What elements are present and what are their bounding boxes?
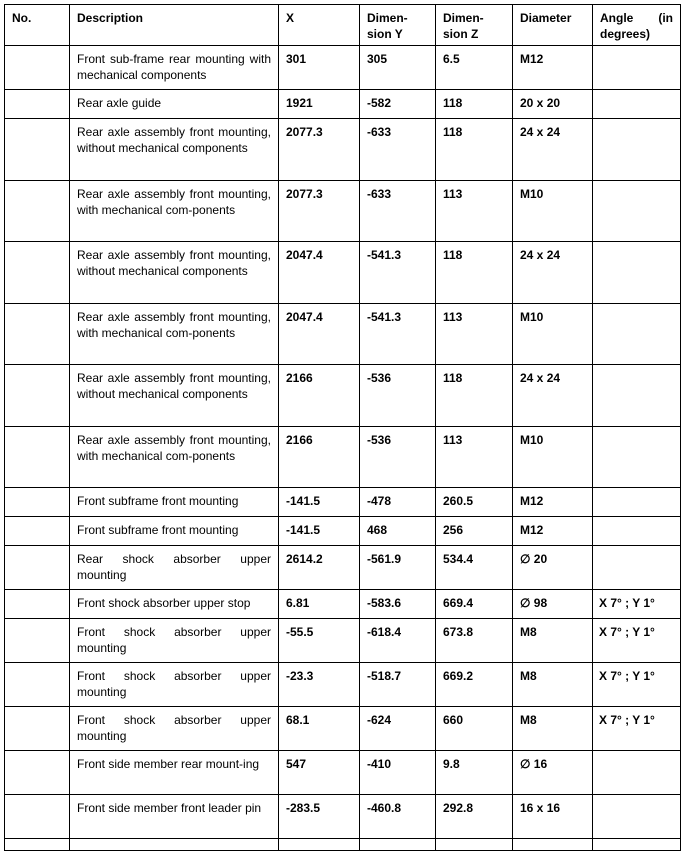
cell-no [5,663,70,707]
page [4,4,681,851]
cell-no [5,619,70,663]
cell-description: Rear axle assembly front mounting, with mechanical com-ponents [70,304,279,365]
header-diameter: Diameter [513,5,593,46]
cell-dimension-y: -460.8 [360,795,436,839]
cell-x: 6.81 [279,590,360,619]
cell-x: 2077.3 [279,119,360,181]
cell-x: -141.5 [279,517,360,546]
cell-angle [593,90,681,119]
header-dimension-y: Dimen-sion Y [360,5,436,46]
cell-diameter: M12 [513,517,593,546]
table-row [5,546,681,590]
cell-diameter: M8 [513,707,593,751]
cell-x: -55.5 [279,619,360,663]
cell-diameter: 16 x 16 [513,795,593,839]
cell-x: 301 [279,46,360,90]
cell-diameter: M12 [513,488,593,517]
cell-angle [593,365,681,427]
cell-dimension-z: 669.2 [436,663,513,707]
cell-dimension-y: -561.9 [360,546,436,590]
cell-no [5,546,70,590]
cell-dimension-z: 9.8 [436,751,513,795]
header-angle: Angle (in degrees) [593,5,681,46]
cell-description: Rear axle assembly front mounting, without mechanical components [70,365,279,427]
table-row [5,304,681,365]
cell-x: -141.5 [279,488,360,517]
table-row [5,181,681,242]
cell-dimension-z: 118 [436,119,513,181]
cell-dimension-z: 113 [436,427,513,488]
table-row [5,795,681,839]
cell-dimension-y: -618.4 [360,619,436,663]
cell-diameter: M8 [513,619,593,663]
cell-angle [593,795,681,839]
cell-x: 2077.3 [279,181,360,242]
cell-angle: X 7° ; Y 1° [593,590,681,619]
cell-angle [593,488,681,517]
table-row [5,839,681,851]
cell-angle [593,242,681,304]
cell-description: Front shock absorber upper mounting [70,619,279,663]
cell-dimension-y: 305 [360,46,436,90]
cell-dimension-z: 534.4 [436,546,513,590]
cell-dimension-y: -633 [360,181,436,242]
cell-diameter: 24 x 24 [513,365,593,427]
cell-description: Rear axle guide [70,90,279,119]
cell-angle [593,46,681,90]
cell-dimension-y: -536 [360,427,436,488]
table-row [5,488,681,517]
cell-angle: X 7° ; Y 1° [593,663,681,707]
cell-no [5,488,70,517]
cell-no [5,707,70,751]
header-x: X [279,5,360,46]
cell-description: Front shock absorber upper stop [70,590,279,619]
cell-x: -283.5 [279,795,360,839]
cell-description: Rear axle assembly front mounting, with mechanical com-ponents [70,181,279,242]
table-row [5,119,681,181]
cell-no [5,181,70,242]
cell-no [5,427,70,488]
cell-dimension-y: -541.3 [360,304,436,365]
header-description: Description [70,5,279,46]
cell-angle [593,751,681,795]
header-row [5,5,681,46]
cell-dimension-z: 113 [436,181,513,242]
cell-description: Front side member front leader pin [70,795,279,839]
cell-no [5,304,70,365]
cell-description: Rear axle assembly front mounting, without mechanical components [70,119,279,181]
table-body [5,46,681,851]
cell-diameter: M10 [513,427,593,488]
cell-no [5,365,70,427]
cell-dimension-y: -541.3 [360,242,436,304]
cell-x: 2166 [279,365,360,427]
cell-dimension-y: -624 [360,707,436,751]
cell-dimension-z: 673.8 [436,619,513,663]
dimensions-table [4,4,681,851]
cell-description [70,839,279,851]
cell-dimension-z: 113 [436,304,513,365]
table-row [5,242,681,304]
cell-description: Front sub-frame rear mounting with mechanical components [70,46,279,90]
cell-description: Front side member rear mount-ing [70,751,279,795]
cell-x: 2166 [279,427,360,488]
cell-no [5,90,70,119]
cell-dimension-z [436,839,513,851]
cell-dimension-z: 256 [436,517,513,546]
cell-no [5,46,70,90]
cell-dimension-z: 6.5 [436,46,513,90]
cell-description: Front shock absorber upper mounting [70,663,279,707]
table-row [5,46,681,90]
cell-description: Rear axle assembly front mounting, with mechanical com-ponents [70,427,279,488]
cell-x [279,839,360,851]
cell-angle [593,119,681,181]
cell-no [5,517,70,546]
table-row [5,663,681,707]
cell-dimension-y: -410 [360,751,436,795]
cell-dimension-z: 260.5 [436,488,513,517]
cell-no [5,590,70,619]
header-no: No. [5,5,70,46]
cell-no [5,119,70,181]
table-row [5,427,681,488]
cell-diameter: 20 x 20 [513,90,593,119]
table-row [5,751,681,795]
cell-dimension-z: 669.4 [436,590,513,619]
cell-dimension-y: -478 [360,488,436,517]
cell-diameter: M12 [513,46,593,90]
cell-x: 2047.4 [279,242,360,304]
cell-dimension-z: 118 [436,90,513,119]
cell-description: Front subframe front mounting [70,488,279,517]
cell-x: -23.3 [279,663,360,707]
cell-description: Rear axle assembly front mounting, without mechanical components [70,242,279,304]
cell-diameter: M10 [513,181,593,242]
cell-diameter: ∅ 20 [513,546,593,590]
cell-dimension-y: 468 [360,517,436,546]
cell-dimension-z: 660 [436,707,513,751]
cell-dimension-y: -582 [360,90,436,119]
cell-diameter: M10 [513,304,593,365]
cell-x: 547 [279,751,360,795]
cell-diameter [513,839,593,851]
header-dimension-z: Dimen-sion Z [436,5,513,46]
cell-diameter: M8 [513,663,593,707]
cell-angle: X 7° ; Y 1° [593,619,681,663]
cell-dimension-z: 118 [436,242,513,304]
cell-x: 1921 [279,90,360,119]
cell-description: Front subframe front mounting [70,517,279,546]
cell-dimension-z: 118 [436,365,513,427]
cell-x: 2614.2 [279,546,360,590]
table-row [5,707,681,751]
cell-angle [593,304,681,365]
cell-angle [593,181,681,242]
cell-diameter: 24 x 24 [513,119,593,181]
cell-angle [593,839,681,851]
cell-no [5,839,70,851]
table-row [5,365,681,427]
cell-description: Front shock absorber upper mounting [70,707,279,751]
cell-no [5,242,70,304]
cell-dimension-y: -518.7 [360,663,436,707]
table-row [5,90,681,119]
cell-diameter: ∅ 98 [513,590,593,619]
cell-dimension-y [360,839,436,851]
cell-description: Rear shock absorber upper mounting [70,546,279,590]
table-row [5,517,681,546]
cell-no [5,751,70,795]
cell-diameter: ∅ 16 [513,751,593,795]
cell-dimension-z: 292.8 [436,795,513,839]
cell-dimension-y: -583.6 [360,590,436,619]
cell-no [5,795,70,839]
cell-diameter: 24 x 24 [513,242,593,304]
cell-angle [593,427,681,488]
cell-x: 2047.4 [279,304,360,365]
cell-angle: X 7° ; Y 1° [593,707,681,751]
cell-angle [593,517,681,546]
cell-angle [593,546,681,590]
table-row [5,619,681,663]
cell-x: 68.1 [279,707,360,751]
cell-dimension-y: -633 [360,119,436,181]
cell-dimension-y: -536 [360,365,436,427]
table-row [5,590,681,619]
